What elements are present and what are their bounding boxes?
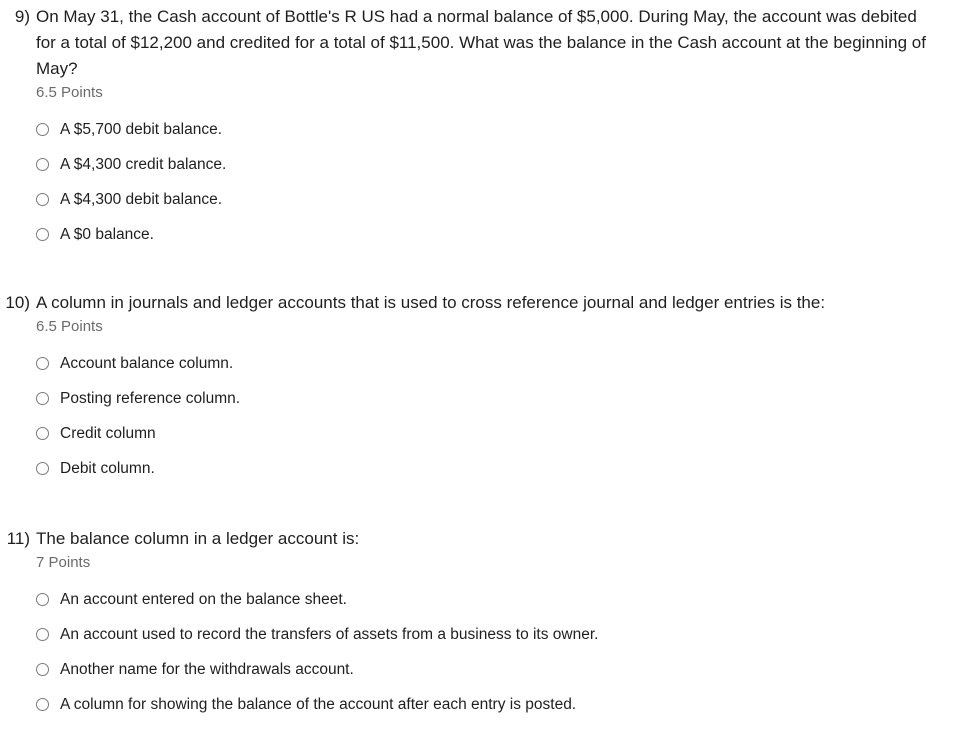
answer-option-label: An account entered on the balance sheet.	[60, 590, 347, 608]
radio-button[interactable]	[36, 593, 49, 606]
question-points: 7 Points	[36, 554, 91, 571]
answer-option-label: A $4,300 debit balance.	[60, 190, 223, 208]
answer-option-label: A $5,700 debit balance.	[60, 120, 223, 138]
answer-option[interactable]	[36, 652, 930, 687]
answer-option[interactable]	[36, 182, 930, 217]
question-11	[0, 526, 930, 722]
radio-button[interactable]	[36, 663, 49, 676]
answer-option[interactable]	[36, 582, 930, 617]
radio-button[interactable]	[36, 228, 49, 241]
question-header	[0, 290, 930, 316]
answer-option-label: Posting reference column.	[60, 389, 241, 407]
radio-button[interactable]	[36, 698, 49, 711]
radio-button[interactable]	[36, 357, 49, 370]
question-text: On May 31, the Cash account of Bottle's R US had a normal balance of $5,000. During May, the account was debited for a total of $12,200 and credited for a total of $11,500. What was the balance in the Cash account at the beginning of May?	[36, 7, 926, 78]
answer-options	[36, 112, 930, 252]
question-number: 9)	[14, 7, 30, 26]
question-number: 10)	[5, 293, 30, 312]
answer-option[interactable]	[36, 147, 930, 182]
answer-option-label: A $4,300 credit balance.	[60, 155, 227, 173]
question-number: 11)	[6, 529, 30, 548]
radio-button[interactable]	[36, 462, 49, 475]
radio-button[interactable]	[36, 392, 49, 405]
answer-option[interactable]	[36, 617, 930, 652]
question-points: 6.5 Points	[36, 84, 103, 101]
question-text: The balance column in a ledger account is:	[36, 529, 360, 548]
answer-option-label: An account used to record the transfers of assets from a business to its owner.	[60, 625, 599, 643]
answer-option[interactable]	[36, 112, 930, 147]
answer-options	[36, 582, 930, 722]
radio-button[interactable]	[36, 123, 49, 136]
question-header	[0, 4, 930, 82]
answer-option[interactable]	[36, 451, 930, 486]
answer-option-label: A $0 balance.	[60, 225, 154, 243]
question-header	[0, 526, 930, 552]
answer-option-label: A column for showing the balance of the account after each entry is posted.	[60, 695, 577, 713]
question-points: 6.5 Points	[36, 318, 103, 335]
answer-options	[36, 346, 930, 486]
radio-button[interactable]	[36, 193, 49, 206]
answer-option-label: Account balance column.	[60, 354, 234, 372]
radio-button[interactable]	[36, 427, 49, 440]
answer-option[interactable]	[36, 416, 930, 451]
answer-option[interactable]	[36, 217, 930, 252]
answer-option[interactable]	[36, 687, 930, 722]
answer-option-label: Debit column.	[60, 459, 155, 477]
question-10	[0, 290, 930, 486]
answer-option[interactable]	[36, 381, 930, 416]
answer-option-label: Another name for the withdrawals account.	[60, 660, 354, 678]
question-text: A column in journals and ledger accounts that is used to cross reference journal and ledger entries is the:	[36, 293, 826, 312]
radio-button[interactable]	[36, 628, 49, 641]
radio-button[interactable]	[36, 158, 49, 171]
answer-option-label: Credit column	[60, 424, 156, 442]
question-9	[0, 4, 930, 252]
answer-option[interactable]	[36, 346, 930, 381]
